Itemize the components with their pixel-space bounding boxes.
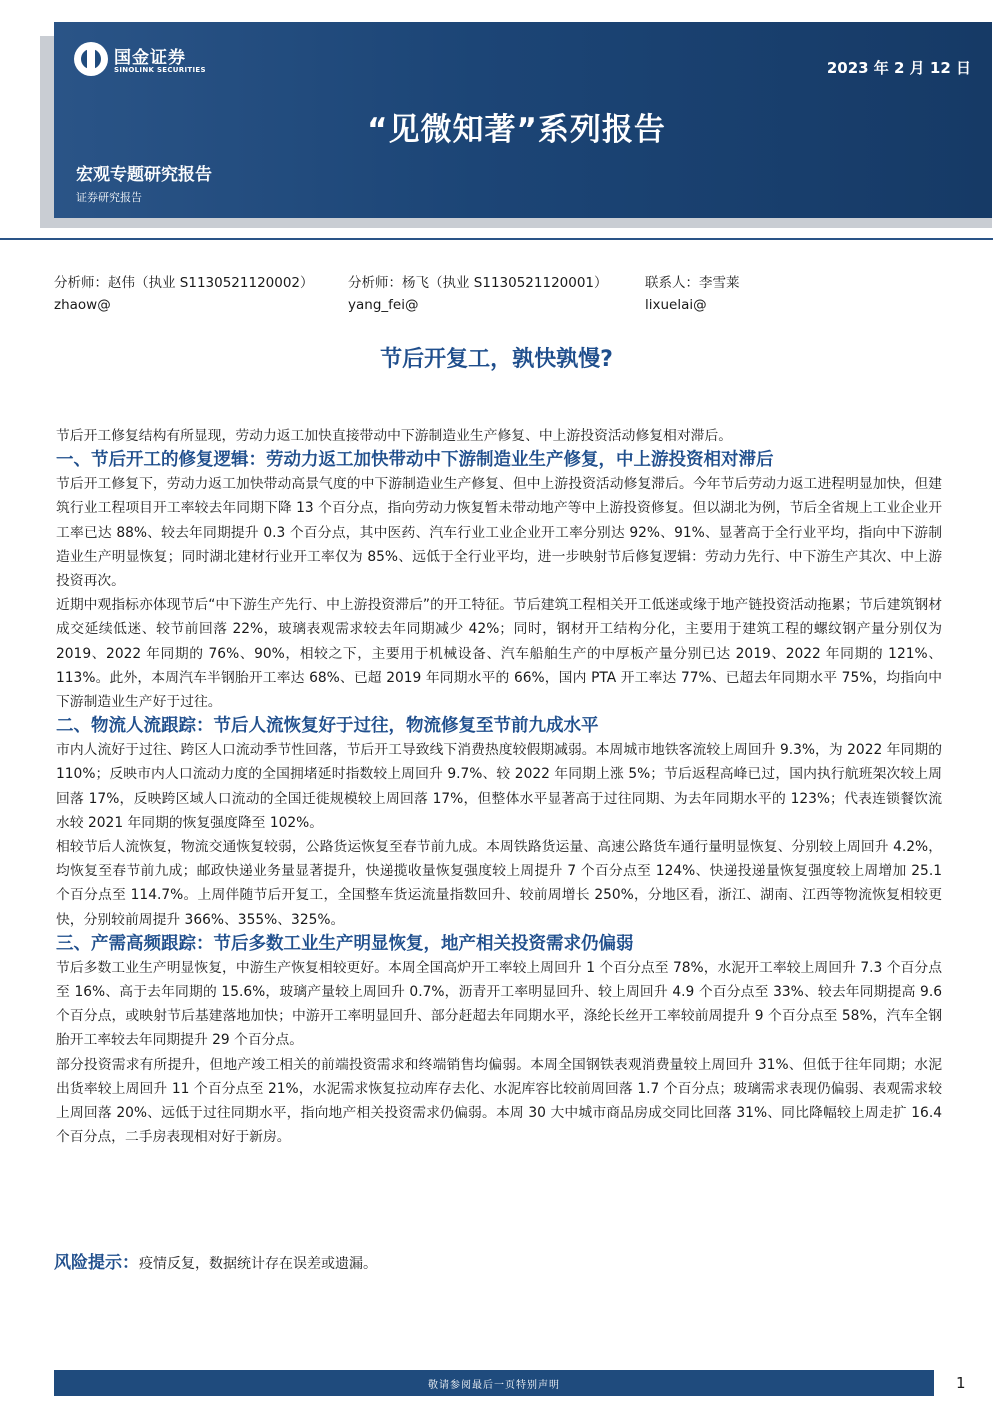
- series-title: “见微知著”系列报告: [367, 112, 666, 148]
- contact-name: 联系人：李雪莱: [645, 275, 740, 291]
- section-heading: 一、节后开工的修复逻辑：劳动力返工加快带动中下游制造业生产修复，中上游投资相对滞后: [56, 450, 774, 471]
- analyst-email[interactable]: zhaow@: [54, 297, 111, 313]
- intro-paragraph: 节后开工修复结构有所显现，劳动力返工加快直接带动中下游制造业生产修复、中上游投资活动修复相对滞后。: [56, 428, 733, 444]
- logo-name-cn: 国金证券: [114, 48, 186, 68]
- logo-name-en: SINOLINK SECURITIES: [114, 66, 206, 74]
- section-heading: 三、产需高频跟踪：节后多数工业生产明显恢复，地产相关投资需求仍偏弱: [56, 933, 634, 954]
- page-number: 1: [956, 1374, 966, 1392]
- body-paragraph: 节后多数工业生产明显恢复，中游生产恢复相较更好。本周全国高炉开工率较上周回升 1 个百分点至 78%，水泥开工率较上周回升 7.3 个百分点至 16%、高于去年同期的 15.6%，玻璃产量较上周回升 0.7%，沥青开工率明显回升、较上周回升 4.9 个百分点至 33%、较去年同期提高 9.6 个百分点，或映射节后基建落地加快；中游开工率明显回升、部分赶超去年同期水平，涤纶长丝开工率较前周提升 9 个百分点至 58%，汽车全钢胎开工率较去年同期提升 29 个百分点。: [56, 959, 942, 1049]
- header-divider: [0, 238, 993, 240]
- risk-text: 疫情反复，数据统计存在误差或遗漏。: [139, 1256, 377, 1272]
- analyst-email[interactable]: yang_fei@: [348, 297, 419, 313]
- body-paragraph: 节后开工修复下，劳动力返工加快带动高景气度的中下游制造业生产修复、但中上游投资活动修复滞后。今年节后劳动力返工进程明显加快，但建筑行业工程项目开工率较去年同期下降 13 个百分点，指向劳动力恢复暂未带动地产等中上游投资修复。但以湖北为例，节后全省规上工业企业开工率已达 88%、较去年同期提升 0.3 个百分点，其中医药、汽车行业工业企业开工率分别达 92%、91%、显著高于全行业平均，指向中下游制造业生产明显恢复；同时湖北建材行业开工率仅为 85%、远低于全行业平均，进一步映射节后修复逻辑：劳动力先行、中下游生产其次、中上游投资再次。: [56, 476, 942, 590]
- footer-disclaimer: 敬请参阅最后一页特别声明: [428, 1380, 560, 1391]
- report-date: 2023 年 2 月 12 日: [826, 59, 971, 77]
- report-body: [56, 424, 942, 1149]
- risk-label: 风险提示：: [54, 1253, 139, 1273]
- body-paragraph: 近期中观指标亦体现节后“中下游生产先行、中上游投资滞后”的开工特征。节后建筑工程相关开工低迷或缘于地产链投资活动拖累；节后建筑钢材成交延续低迷、较节前回落 22%，玻璃表观需求较去年同期减少 42%；同时，钢材开工结构分化，主要用于建筑工程的螺纹钢产量分别仅为 2019、2022 年同期的 76%、90%，相较之下，主要用于机械设备、汽车船舶生产的中厚板产量分别已达 2019、2022 年同期的 121%、113%。此外，本周汽车半钢胎开工率达 68%、已超 2019 年同期水平的 66%，国内 PTA 开工率达 77%、已超去年同期水平 75%，均指向中下游制造业生产好于过往。: [56, 597, 942, 711]
- analyst-block: [348, 272, 608, 316]
- analyst-name: 分析师：杨飞（执业 S1130521120001）: [348, 275, 608, 291]
- analyst-block: [54, 272, 314, 316]
- analyst-name: 分析师：赵伟（执业 S1130521120002）: [54, 275, 314, 291]
- contact-email[interactable]: lixuelai@: [645, 297, 707, 313]
- body-paragraph: 市内人流好于过往、跨区人口流动季节性回落，节后开工导致线下消费热度较假期减弱。本周城市地铁客流较上周回升 9.3%，为 2022 年同期的 110%；反映市内人口流动力度的全国拥堵延时指数较上周回升 9.7%、较 2022 年同期上涨 5%；节后返程高峰已过，国内执行航班架次较上周回落 17%，反映跨区域人口流动的全国迁徙规模较上周回落 17%，但整体水平显著高于过往同期、为去年同期水平的 123%；代表连锁餐饮流水较 2021 年同期的恢复强度降至 102%。: [56, 742, 942, 831]
- sinolink-logo-icon: [74, 42, 108, 76]
- main-title: 节后开复工，孰快孰慢?: [380, 347, 613, 372]
- risk-warning: [54, 1251, 377, 1276]
- contact-block: [645, 272, 740, 316]
- report-type: 宏观专题研究报告: [76, 165, 212, 185]
- section-heading: 二、物流人流跟踪：节后人流恢复好于过往，物流修复至节前九成水平: [56, 716, 599, 737]
- report-subtype: 证券研究报告: [76, 191, 142, 204]
- body-paragraph: 部分投资需求有所提升，但地产竣工相关的前端投资需求和终端销售均偏弱。本周全国钢铁表观消费量较上周回升 31%、但低于往年同期；水泥出货率较上周回升 11 个百分点至 21%，水泥需求恢复拉动库存去化、水泥库容比较前周回落 1.7 个百分点；玻璃需求表现仍偏弱、表观需求较上周回落 20%、远低于过往同期水平，指向地产相关投资需求仍偏弱。本周 30 大中城市商品房成交同比回落 31%、同比降幅较上周走扩 16.4 个百分点，二手房表现相对好于新房。: [56, 1056, 942, 1146]
- body-paragraph: 相较节后人流恢复，物流交通恢复较弱，公路货运恢复至春节前九成。本周铁路货运量、高速公路货车通行量明显恢复、分别较上周回升 4.2%，均恢复至春节前九成；邮政快递业务量显著提升，快递揽收量恢复强度较上周提升 7 个百分点至 124%、快递投递量恢复强度较上周增加 25.1 个百分点至 114.7%。上周伴随节后开复工，全国整车货运流量指数回升、较前周增长 250%，分地区看，浙江、湖南、江西等物流恢复相较更快，分别较前周提升 366%、355%、325%。: [56, 839, 942, 928]
